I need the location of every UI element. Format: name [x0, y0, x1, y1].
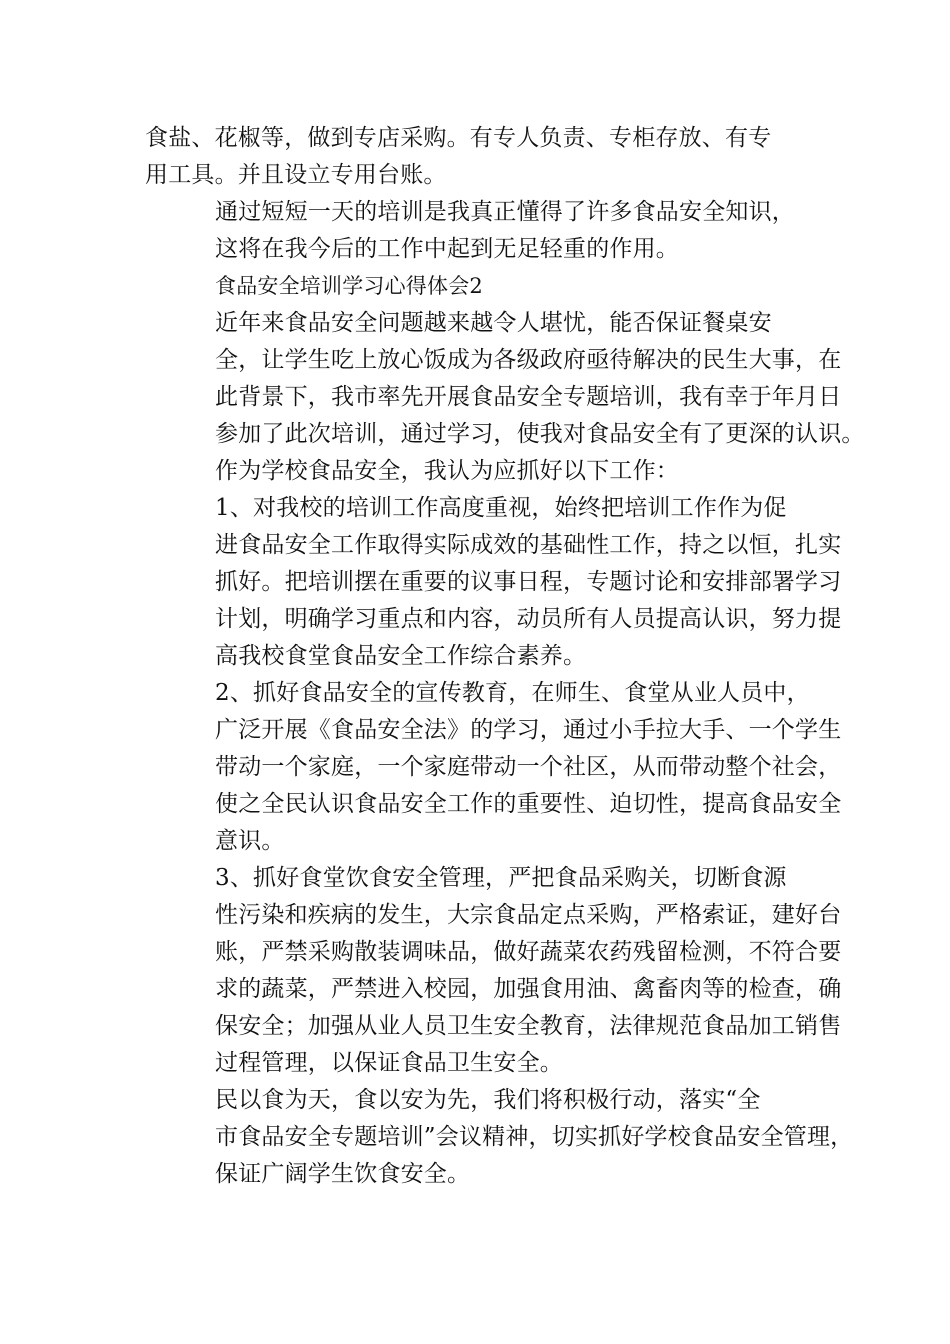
- text-line: 计划，明确学习重点和内容，动员所有人员提高认识，努力提: [215, 606, 842, 632]
- text-line: 带动一个家庭，一个家庭带动一个社区，从而带动整个社会，: [215, 754, 842, 780]
- text-line: 民以食为天，食以安为先，我们将积极行动，落实“全: [215, 1087, 761, 1113]
- text-line: 性污染和疾病的发生，大宗食品定点采购，严格索证，建好台: [215, 902, 842, 928]
- text-line: 此背景下，我市率先开展食品安全专题培训，我有幸于年月日: [215, 384, 842, 410]
- text-line: 抓好。把培训摆在重要的议事日程，专题讨论和安排部署学习: [215, 569, 842, 595]
- paragraph: [145, 1082, 854, 1193]
- text-line: 意识。: [215, 828, 285, 854]
- text-line: 这将在我今后的工作中起到无足轻重的作用。: [215, 236, 679, 262]
- text-line: 食品安全培训学习心得体会2: [215, 274, 483, 298]
- text-line: 通过短短一天的培训是我真正懂得了许多食品安全知识，: [215, 199, 795, 225]
- paragraph: [145, 453, 815, 490]
- text-line: 用工具。并且设立专用台账。: [145, 162, 447, 188]
- text-line: 求的蔬菜，严禁进入校园，加强食用油、禽畜肉等的检查，确: [215, 976, 842, 1002]
- text-line: 账，严禁采购散装调味品，做好蔬菜农药残留检测，不符合要: [215, 939, 842, 965]
- text-line: 全，让学生吃上放心饭成为各级政府亟待解决的民生大事，在: [215, 347, 842, 373]
- text-line: 近年来食品安全问题越来越令人堪忧，能否保证餐桌安: [215, 310, 772, 336]
- text-line: 进食品安全工作取得实际成效的基础性工作，持之以恒，扎实: [215, 532, 842, 558]
- section-title: [145, 268, 815, 305]
- text-line: 市食品安全专题培训”会议精神，切实抓好学校食品安全管理，: [215, 1124, 854, 1150]
- text-line: 保证广阔学生饮食安全。: [215, 1161, 471, 1187]
- text-line: 使之全民认识食品安全工作的重要性、迫切性，提高食品安全: [215, 791, 842, 817]
- text-line: 作为学校食品安全，我认为应抓好以下工作：: [215, 458, 679, 484]
- paragraph: [145, 305, 865, 453]
- text-line: 食盐、花椒等，做到专店采购。有专人负责、专柜存放、有专: [145, 125, 772, 151]
- text-line: 过程管理，以保证食品卫生安全。: [215, 1050, 563, 1076]
- paragraph: [145, 490, 842, 675]
- text-line: 高我校食堂食品安全工作综合素养。: [215, 643, 587, 669]
- paragraph: [145, 120, 815, 194]
- text-line: 广泛开展《食品安全法》的学习，通过小手拉大手、一个学生: [215, 717, 842, 743]
- text-line: 保安全；加强从业人员卫生安全教育，法律规范食品加工销售: [215, 1013, 842, 1039]
- text-line: 1、对我校的培训工作高度重视，始终把培训工作作为促: [215, 495, 787, 521]
- paragraph: [145, 675, 842, 860]
- paragraph: [145, 860, 842, 1082]
- text-line: 2、抓好食品安全的宣传教育，在师生、食堂从业人员中，: [215, 680, 810, 706]
- text-line: 参加了此次培训，通过学习，使我对食品安全有了更深的认识。: [215, 421, 865, 447]
- paragraph: [145, 194, 815, 268]
- document-body: [145, 120, 865, 1193]
- text-line: 3、抓好食堂饮食安全管理，严把食品采购关，切断食源: [215, 865, 787, 891]
